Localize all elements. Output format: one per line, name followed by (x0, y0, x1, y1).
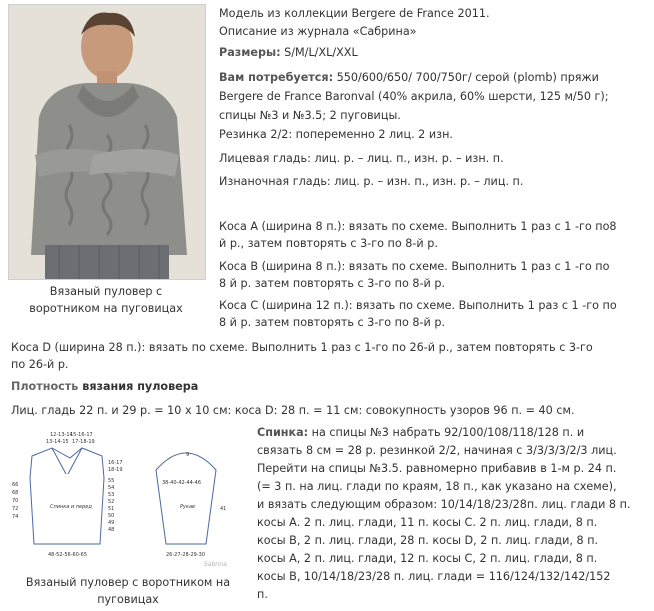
source-line: Описание из журнала «Сабрина» (219, 25, 417, 38)
schema-sleeve-mid: 38-40-42-44-46 (162, 480, 202, 486)
schema-sleeve-side: 41 (220, 506, 227, 512)
back-line1 (257, 425, 584, 441)
back-line10: п. (257, 588, 268, 601)
schema-top2: 15-16-17 (70, 432, 93, 438)
back-text1: на спицы №3 набрать 92/100/108/118/128 п. и (308, 426, 585, 439)
schema-sleeve-label: Рукав (180, 504, 196, 510)
cable-c-line1: Коса С (ширина 12 п.): вязать по схеме. Выполнить 1 раз с 1 -го по (219, 299, 617, 312)
schema-bottom2: 26-27-28-29-30 (166, 552, 206, 558)
cable-d-line1: Коса D (ширина 28 п.): вязать по схеме. Выполнить 1 раз с 1-го по 26-й р., затем повторять с 3-го (11, 341, 593, 354)
cable-c-line2: 8 й р. затем повторять с 3-го по 8-й р. (219, 316, 446, 329)
photo-caption (8, 283, 204, 317)
schema-top4: 17-18-19 (72, 439, 95, 445)
model-line: Модель из коллекции Bergere de France 2011. (219, 7, 490, 20)
reverse-line: Изнаночная гладь: лиц. р. – изн. п., изн. р. – лиц. п. (219, 175, 524, 188)
gauge-text: Лиц. гладь 22 п. и 29 р. = 10 х 10 см: коса D: 28 п. = 11 см: совокупность узоров 96 п. = 40 см. (11, 404, 575, 417)
mid-num-9: 49 (108, 520, 115, 526)
mid-num-5: 53 (108, 492, 115, 498)
schema-watermark: Sabrina (204, 561, 227, 568)
schema-sleeve-top: 9 (186, 452, 190, 458)
sizes-value: S/M/L/XL/XXL (280, 46, 358, 59)
sizes-label: Размеры: (219, 46, 281, 59)
left-num-1: 66 (12, 482, 19, 488)
sizes-line (219, 45, 358, 61)
back-line5: и вязать следующим образом: 10/14/18/23/28п. лиц. глади 8 п. (257, 498, 631, 511)
model-photo-illustration (9, 5, 205, 279)
gauge-heading (11, 379, 198, 395)
mid-num-7: 51 (108, 506, 115, 512)
cable-b-line2: 8 й р. затем повторять с 3-го по 8-й р. (219, 277, 446, 290)
schema-caption-line2: пуговицах (97, 593, 159, 606)
cable-a-line2: й р., затем повторять с 3-го по 8-й р. (219, 237, 438, 250)
cable-b-line1: Коса В (ширина 8 п.): вязать по схеме. Выполнить 1 раз с 1 -го по (219, 260, 610, 273)
schema-top3: 13-14-15 (46, 439, 69, 445)
photo-caption-line2: воротником на пуговицах (29, 302, 183, 315)
mid-num-3: 55 (108, 478, 115, 484)
stockinette-line: Лицевая гладь: лиц. р. – лиц. п., изн. р. – изн. п. (219, 152, 504, 165)
mid-num-4: 54 (108, 485, 115, 491)
schema-diagram (8, 426, 254, 570)
back-line2: связать 8 см = 28 р. резинкой 2/2, начиная с 3/3/3/3/2/3 лиц. (257, 444, 617, 457)
sweater-photo (8, 4, 206, 280)
cable-a-line1: Коса А (ширина 8 п.): вязать по схеме. Выполнить 1 раз с 1 -го по8 (219, 220, 617, 233)
materials-label: Вам потребуется: (219, 71, 334, 84)
left-num-4: 72 (12, 506, 19, 512)
mid-num-10: 48 (108, 527, 115, 533)
back-label: Спинка: (257, 426, 309, 439)
mid-num-6: 52 (108, 499, 115, 505)
mid-num-8: 50 (108, 513, 115, 519)
materials-line3: спицы №3 и №3.5; 2 пуговицы. (219, 109, 401, 122)
gauge-label1: Плотность (11, 380, 79, 393)
rib-line: Резинка 2/2: попеременно 2 лиц. 2 изн. (219, 128, 453, 141)
back-line4: (= 3 п. на лиц. глади по краям, 18 п., как указано на схеме), (257, 480, 617, 493)
back-line6: косы А. 2 п. лиц. глади, 11 п. косы С. 2 п. лиц. глади, 8 п. (257, 516, 598, 529)
schema-caption-line1: Вязаный пуловер с воротником на (25, 576, 231, 589)
gauge-label2: вязания пуловера (78, 380, 199, 393)
mid-num-1: 16-17 (108, 460, 123, 466)
back-line9: косы В, 10/14/18/23/28 п. лиц. глади = 116/124/132/142/152 (257, 570, 611, 583)
schema-front-label: Спинка и перед (50, 504, 92, 510)
back-line8: косы А, 2 п. лиц. глади, 12 п. косы С, 2 п. лиц. глади, 8 п. (257, 552, 598, 565)
cable-d-line2: по 26-й р. (11, 358, 69, 371)
schema-top1: 12-13-14 (50, 432, 73, 438)
materials-line2: Bergere de France Baronval (40% акрила, 60% шерсти, 125 м/50 г); (219, 90, 609, 103)
left-num-2: 68 (12, 490, 19, 496)
materials-line1 (219, 70, 599, 86)
schema-bottom1: 48-52-56-60-65 (48, 552, 88, 558)
schema-caption (2, 574, 254, 608)
left-num-3: 70 (12, 498, 19, 504)
back-line3: Перейти на спицы №3.5. равномерно прибавив в 1-м р. 24 п. (257, 462, 617, 475)
materials-text1: 550/600/650/ 700/750г/ серой (plomb) пряжи (333, 71, 599, 84)
photo-caption-line1: Вязаный пуловер с (49, 285, 163, 298)
left-num-5: 74 (12, 514, 19, 520)
back-line7: косы В, 2 п. лиц. глади, 28 п. косы D, 2 п. лиц. глади, 8 п. (257, 534, 599, 547)
mid-num-2: 18-19 (108, 467, 123, 473)
